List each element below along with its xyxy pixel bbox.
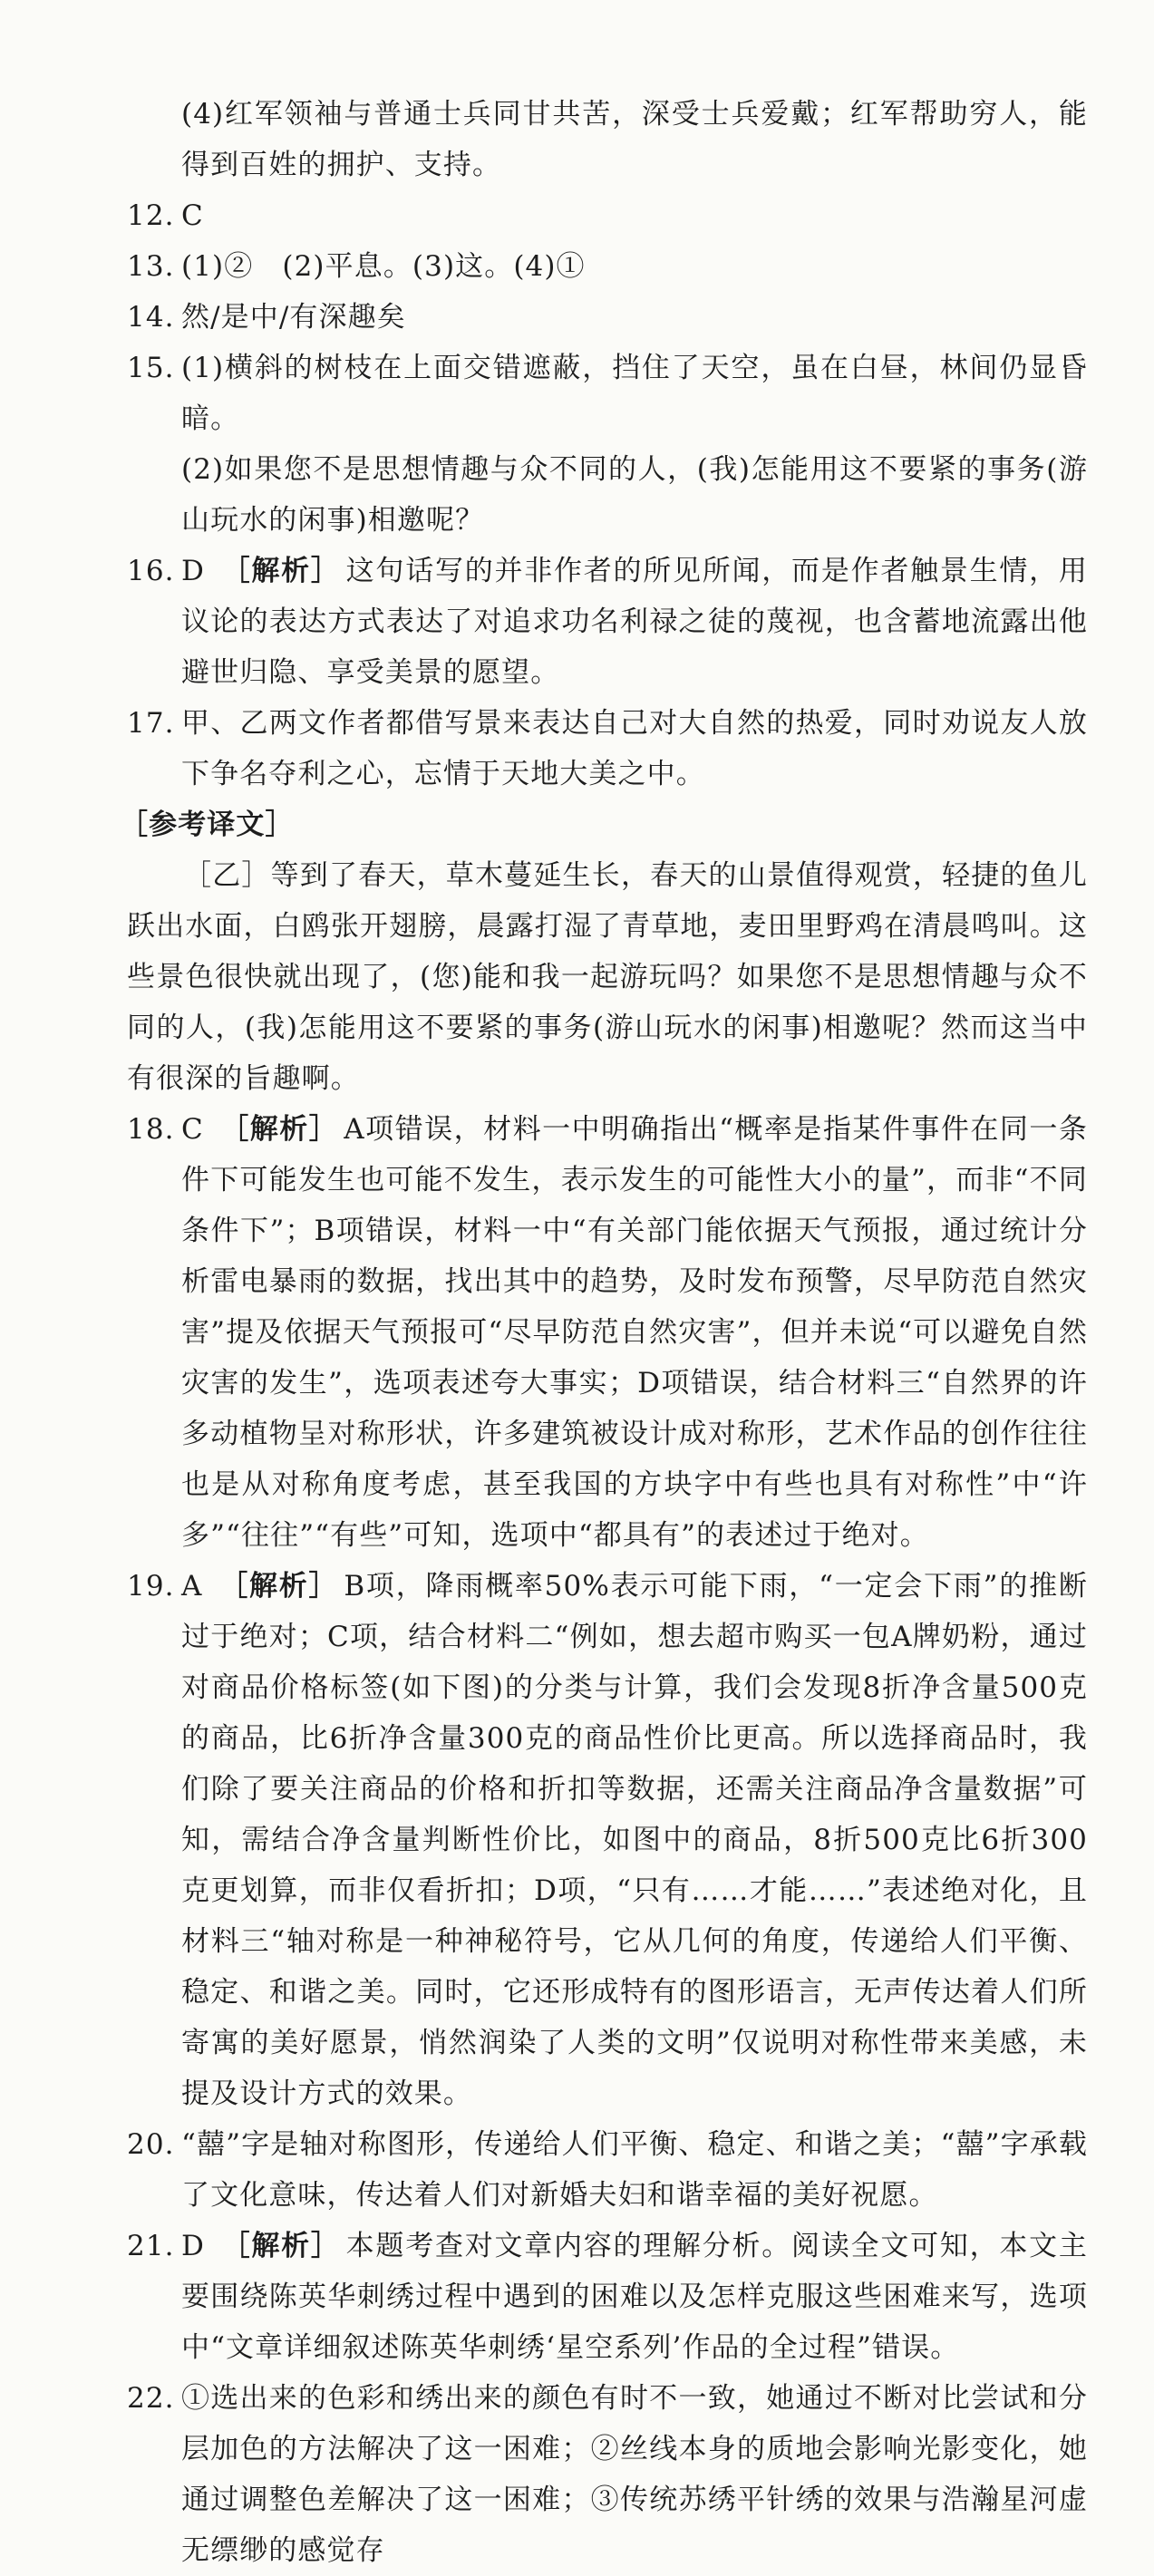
item-number: 19.	[127, 1570, 175, 1603]
item-body	[181, 2221, 1088, 2373]
item-body	[181, 1561, 1088, 2119]
item-text: A项错误，材料一中明确指出“概率是指某件事件在同一条件下可能发生也可能不发生，表示发生的可能性大小的量”，而非“不同条件下”；B项错误，材料一中“有关部门能依据天气预报，通过统计分析雷电暴雨的数据，找出其中的趋势，及时发布预警，尽早防范自然灾害”提及依据天气预报可“尽早防范自然灾害”，但并未说“可以避免自然灾害的发生”，选项表述夸大事实；D项错误，结合材料三“自然界的许多动植物呈对称形状，许多建筑被设计成对称形，艺术作品的创作往往也是从对称角度考虑，甚至我国的方块字中有些也具有对称性”中“许多”“往往”“有些”可知，选项中“都具有”的表述过于绝对。	[181, 1113, 1088, 1552]
item-number: 21.	[127, 2230, 175, 2262]
item-number: 14.	[127, 301, 175, 334]
item-text: (4)红军领袖与普通士兵同甘共苦，深受士兵爱戴；红军帮助穷人，能得到百姓的拥护、支持。	[181, 98, 1088, 181]
item-text: B项，降雨概率50%表示可能下雨，“一定会下雨”的推断过于绝对；C项，结合材料二“例如，想去超市购买一包A牌奶粉，通过对商品价格标签(如下图)的分类与计算，我们会发现8折净含量500克的商品，比6折净含量300克的商品性价比更高。所以选择商品时，我们除了要关注商品的价格和折扣等数据，还需关注商品净含量数据”可知，需结合净含量判断性价比，如图中的商品，8折500克比6折300克更划算，而非仅看折扣；D项，“只有……才能……”表述绝对化，且材料三“轴对称是一种神秘符号，它从几何的角度，传递给人们平衡、稳定、和谐之美。同时，它还形成特有的图形语言，无声传达着人们所寄寓的美好愿景，悄然润染了人类的文明”仅说明对称性带来美感，未提及设计方式的效果。	[181, 1570, 1089, 2110]
item-text: 这句话写的并非作者的所见所闻，而是作者触景生情，用议论的表达方式表达了对追求功名利禄之徒的蔑视，也含蓄地流露出他避世归隐、享受美景的愿望。	[181, 555, 1088, 689]
item-number: 20.	[127, 2128, 175, 2161]
answer-item-21	[127, 2221, 1088, 2373]
item-text: “囍”字是轴对称图形，传递给人们平衡、稳定、和谐之美；“囍”字承载了文化意味，传达着人们对新婚夫妇和谐幸福的美好祝愿。	[181, 2128, 1088, 2212]
item-answer: D	[181, 2230, 205, 2262]
answer-item-19	[127, 1561, 1088, 2119]
analysis-tag: ［解析］	[218, 1570, 339, 1603]
item-text: (1)② (2)平息。(3)这。(4)①	[181, 250, 586, 283]
translation-heading: ［参考译文］	[120, 809, 295, 841]
item-answer: C	[181, 1113, 204, 1146]
item-number: 18.	[127, 1113, 175, 1146]
answer-item-22	[127, 2373, 1088, 2576]
item-answer: A	[181, 1570, 203, 1603]
item-body	[181, 546, 1088, 698]
item-number: 15.	[127, 352, 175, 384]
answer-item-12	[127, 190, 1088, 241]
item-number: 17.	[127, 707, 175, 740]
item-text: C	[181, 199, 204, 232]
analysis-tag: ［解析］	[219, 1113, 339, 1146]
analysis-tag: ［解析］	[220, 2230, 341, 2262]
item-body	[181, 1104, 1088, 1561]
answer-item-20	[127, 2119, 1088, 2221]
item-text: 本题考查对文章内容的理解分析。阅读全文可知，本文主要围绕陈英华刺绣过程中遇到的困难以及怎样克服这些困难来写，选项中“文章详细叙述陈英华刺绣‘星空系列’作品的全过程”错误。	[181, 2230, 1088, 2364]
answer-item-18	[127, 1104, 1088, 1561]
item-number: 13.	[127, 250, 175, 283]
answer-content	[120, 89, 1089, 2576]
item-text: 然/是中/有深趣矣	[181, 301, 406, 334]
answer-item-15	[127, 343, 1088, 546]
answer-item-16	[127, 546, 1088, 698]
item-number: 16.	[127, 555, 175, 587]
item-number: 22.	[127, 2382, 175, 2415]
answer-item-13	[127, 241, 1088, 292]
analysis-tag: ［解析］	[220, 555, 341, 587]
answer-item-17	[127, 698, 1088, 799]
answer-item-14	[127, 292, 1088, 343]
translation-text: ［乙］等到了春天，草木蔓延生长，春天的山景值得观赏，轻捷的鱼儿跃出水面，白鸥张开翅膀，晨露打湿了青草地，麦田里野鸡在清晨鸣叫。这些景色很快就出现了，(您)能和我一起游玩吗？如果您不是思想情趣与众不同的人，(我)怎能用这不要紧的事务(游山玩水的闲事)相邀呢？然而这当中有很深的旨趣啊。	[127, 859, 1088, 1095]
item-text: ①选出来的色彩和绣出来的颜色有时不一致，她通过不断对比尝试和分层加色的方法解决了这一困难；②丝线本身的质地会影响光影变化，她通过调整色差解决了这一困难；③传统苏绣平针绣的效果与浩瀚星河虚无缥缈的感觉存	[181, 2382, 1088, 2567]
item-text: (1)横斜的树枝在上面交错遮蔽，挡住了天空，虽在白昼，林间仍显昏暗。	[181, 352, 1088, 435]
item-number: 12.	[127, 199, 175, 232]
item-text: 甲、乙两文作者都借写景来表达自己对大自然的热爱，同时劝说友人放下争名夺利之心，忘情于天地大美之中。	[181, 707, 1088, 790]
answer-item-11-4	[127, 89, 1088, 190]
item-text-part-2: (2)如果您不是思想情趣与众不同的人，(我)怎能用这不要紧的事务(游山玩水的闲事)相邀呢？	[181, 453, 1088, 537]
item-answer: D	[181, 555, 205, 587]
